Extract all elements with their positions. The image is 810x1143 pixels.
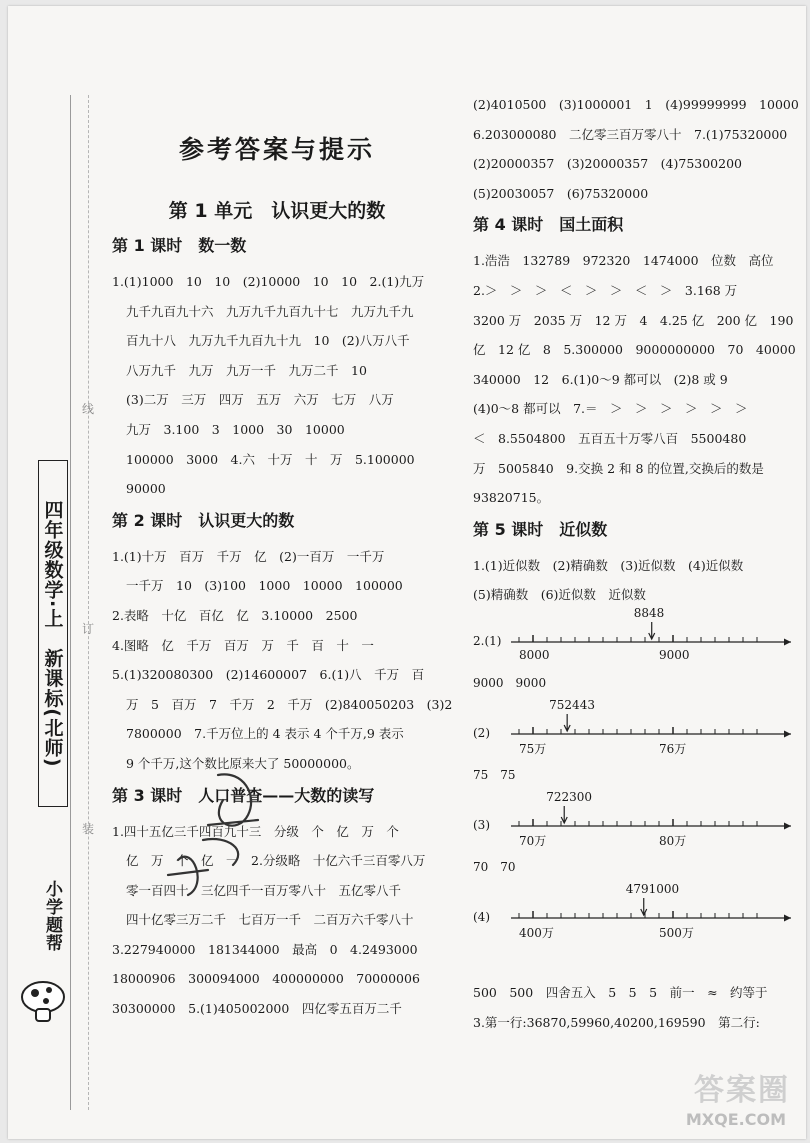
- page-title: 参考答案与提示: [178, 135, 375, 164]
- cut-mark-ding: 订: [82, 622, 95, 636]
- number-line-2: [473, 697, 803, 794]
- answer-line: 5.(1)320080300 (2)14600007 6.(1)八 千万 百: [112, 667, 425, 683]
- number-line-prefix: (4): [473, 909, 490, 924]
- lesson-4-answers: [473, 246, 803, 512]
- answer-line: 1.(1)1000 10 10 (2)10000 10 10 2.(1)九万: [112, 274, 425, 289]
- book-title: 四年级数学·上 新课标(北师): [41, 499, 64, 768]
- marker-arrow-icon: [561, 806, 567, 823]
- answer-line: (5)精确数 (6)近似数 近似数: [473, 587, 646, 603]
- cut-line: [88, 95, 89, 1110]
- right-column: [473, 90, 803, 1037]
- number-line-1: [473, 605, 803, 702]
- lesson-5-answers: [473, 551, 803, 1037]
- answer-line: 亿 12 亿 8 5.300000 9000000000 70 40000: [473, 342, 796, 358]
- answer-line: 3.227940000 181344000 最高 0 4.2493000: [112, 941, 418, 957]
- answer-line: 2.表略 十亿 百亿 亿 3.10000 2500: [112, 607, 358, 623]
- lesson-4-title: 第 4 课时 国土面积: [473, 215, 624, 235]
- answer-line: 30300000 5.(1)405002000 四亿零五百万二千: [112, 1001, 402, 1017]
- binding-line: [70, 95, 71, 1110]
- answer-line: 亿 万 个 亿 一 2.分级略 十亿六千三百零八万: [126, 853, 426, 869]
- answer-line: 万 5005840 9.交换 2 和 8 的位置,交换后的数是: [473, 460, 764, 476]
- number-line-answer: 70 70: [473, 859, 516, 874]
- answer-line: 九千九百九十六 九万九千九百九十七 九万九千九: [126, 303, 414, 319]
- cut-mark-zhuang: 装: [82, 822, 95, 836]
- answer-line: 一千万 10 (3)100 1000 10000 100000: [126, 578, 403, 594]
- mushroom-mascot-icon: [18, 975, 68, 1025]
- marker-arrow-icon: [649, 622, 655, 639]
- answer-line: 1.(1)近似数 (2)精确数 (3)近似数 (4)近似数: [473, 557, 744, 573]
- brand: [40, 880, 65, 956]
- marker-arrow-icon: [564, 714, 570, 731]
- number-line-3: [473, 789, 803, 886]
- watermark-main: 答案圈: [694, 1073, 790, 1108]
- marker-value: 4791000: [625, 881, 680, 896]
- answer-line: 1.(1)十万 百万 千万 亿 (2)一百万 一千万: [112, 548, 385, 564]
- right-endpoint-label: 500万: [659, 925, 694, 940]
- answer-line: 340000 12 6.(1)0～9 都可以 (2)8 或 9: [473, 371, 728, 387]
- marker-value: 752443: [549, 697, 595, 712]
- number-line-answer: 9000 9000: [473, 675, 547, 690]
- lesson-1-title: 第 1 课时 数一数: [112, 236, 247, 255]
- answer-line: ＜ 8.5504800 五百五十万零八百 5500480: [473, 430, 747, 446]
- answer-line: (2)4010500 (3)1000001 1 (4)99999999 10000: [473, 97, 799, 112]
- watermark-sub: MXQE.COM: [685, 1110, 786, 1129]
- axis-arrow-icon: [784, 914, 791, 921]
- answer-line: (3)二万 三万 四万 五万 六万 七万 八万: [126, 392, 394, 408]
- left-endpoint-label: 70万: [519, 833, 547, 848]
- right-endpoint-label: 9000: [659, 647, 690, 662]
- answer-line: 6.203000080 二亿零三百万零八十 7.(1)75320000: [473, 126, 788, 142]
- lesson-2-answers: [112, 542, 453, 779]
- left-endpoint-label: 8000: [519, 647, 550, 662]
- axis-arrow-icon: [784, 638, 791, 645]
- answer-line: 3.第一行:36870,59960,40200,169590 第二行:: [473, 1014, 760, 1030]
- left-endpoint-label: 75万: [519, 741, 547, 756]
- answer-line: 1.浩浩 132789 972320 1474000 位数 高位: [473, 253, 774, 269]
- right-endpoint-label: 76万: [659, 741, 687, 756]
- answer-line: (2)20000357 (3)20000357 (4)75300200: [473, 156, 742, 172]
- lesson-3-title: 第 3 课时 人口普查——大数的读写: [112, 785, 375, 805]
- answer-line: 3200 万 2035 万 12 万 4 4.25 亿 200 亿 190: [473, 312, 794, 328]
- answer-line: 四十亿零三万二千 七百万一千 二百万六千零八十: [126, 912, 414, 928]
- number-line-prefix: 2.(1): [473, 633, 502, 648]
- marker-arrow-icon: [641, 898, 647, 915]
- number-line-4: [473, 881, 803, 978]
- left-endpoint-label: 400万: [519, 925, 554, 940]
- answer-line: 93820715。: [473, 490, 550, 506]
- answer-line: 9 个千万,这个数比原来大了 50000000。: [126, 755, 360, 771]
- answer-line: 7800000 7.千万位上的 4 表示 4 个千万,9 表示: [126, 726, 404, 742]
- answer-line: 九万 3.100 3 1000 30 10000: [126, 421, 345, 437]
- answer-line: 18000906 300094000 400000000 70000006: [112, 971, 420, 987]
- watermark: [664, 1067, 804, 1137]
- answer-line: 2.＞ ＞ ＞ ＜ ＞ ＞ ＜ ＞ 3.168 万: [473, 282, 738, 298]
- cut-mark-xian: 线: [82, 402, 95, 416]
- marker-value: 722300: [546, 789, 593, 804]
- answer-line: 90000: [126, 481, 166, 497]
- continued-answers: [473, 90, 803, 208]
- right-endpoint-label: 80万: [659, 833, 687, 848]
- brand-name: 小学题帮: [42, 880, 62, 952]
- answer-line: 零一百四十 三亿四千一百万零八十 五亿零八千: [126, 882, 402, 898]
- number-line-prefix: (3): [473, 817, 490, 832]
- answer-line: 1.四十五亿三千四百九十三 分级 个 亿 万 个: [112, 823, 399, 839]
- number-lines: [473, 605, 803, 978]
- lesson-3-answers: [112, 817, 442, 1024]
- marker-value: 8848: [633, 605, 665, 620]
- lesson-1-answers: [112, 267, 442, 504]
- book-title-box: [38, 460, 68, 807]
- answer-line: 万 5 百万 7 千万 2 千万 (2)840050203 (3)2: [126, 696, 453, 712]
- axis-arrow-icon: [784, 730, 791, 737]
- answer-line: 百九十八 九万九千九百九十九 10 (2)八万八千: [126, 333, 410, 349]
- lesson-2-title: 第 2 课时 认识更大的数: [112, 510, 295, 530]
- answer-line: 八万九千 九万 九万一千 九万二千 10: [126, 362, 367, 378]
- answer-line: (4)0～8 都可以 7.＝ ＞ ＞ ＞ ＞ ＞ ＞: [473, 401, 748, 417]
- unit-title: 第 1 单元 认识更大的数: [168, 200, 386, 222]
- answer-line: (5)20030057 (6)75320000: [473, 185, 649, 201]
- number-line-prefix: (2): [473, 725, 490, 740]
- axis-arrow-icon: [784, 822, 791, 829]
- number-line-answer: 75 75: [473, 767, 516, 782]
- lesson-5-title: 第 5 课时 近似数: [473, 519, 608, 539]
- answer-line: 100000 3000 4.六 十万 十 万 5.100000: [126, 451, 415, 467]
- answer-line: 500 500 四舍五入 5 5 5 前一 ≈ 约等于: [473, 984, 768, 1000]
- left-column: [112, 120, 453, 1024]
- answer-line: 4.图略 亿 千万 百万 万 千 百 十 一: [112, 637, 374, 653]
